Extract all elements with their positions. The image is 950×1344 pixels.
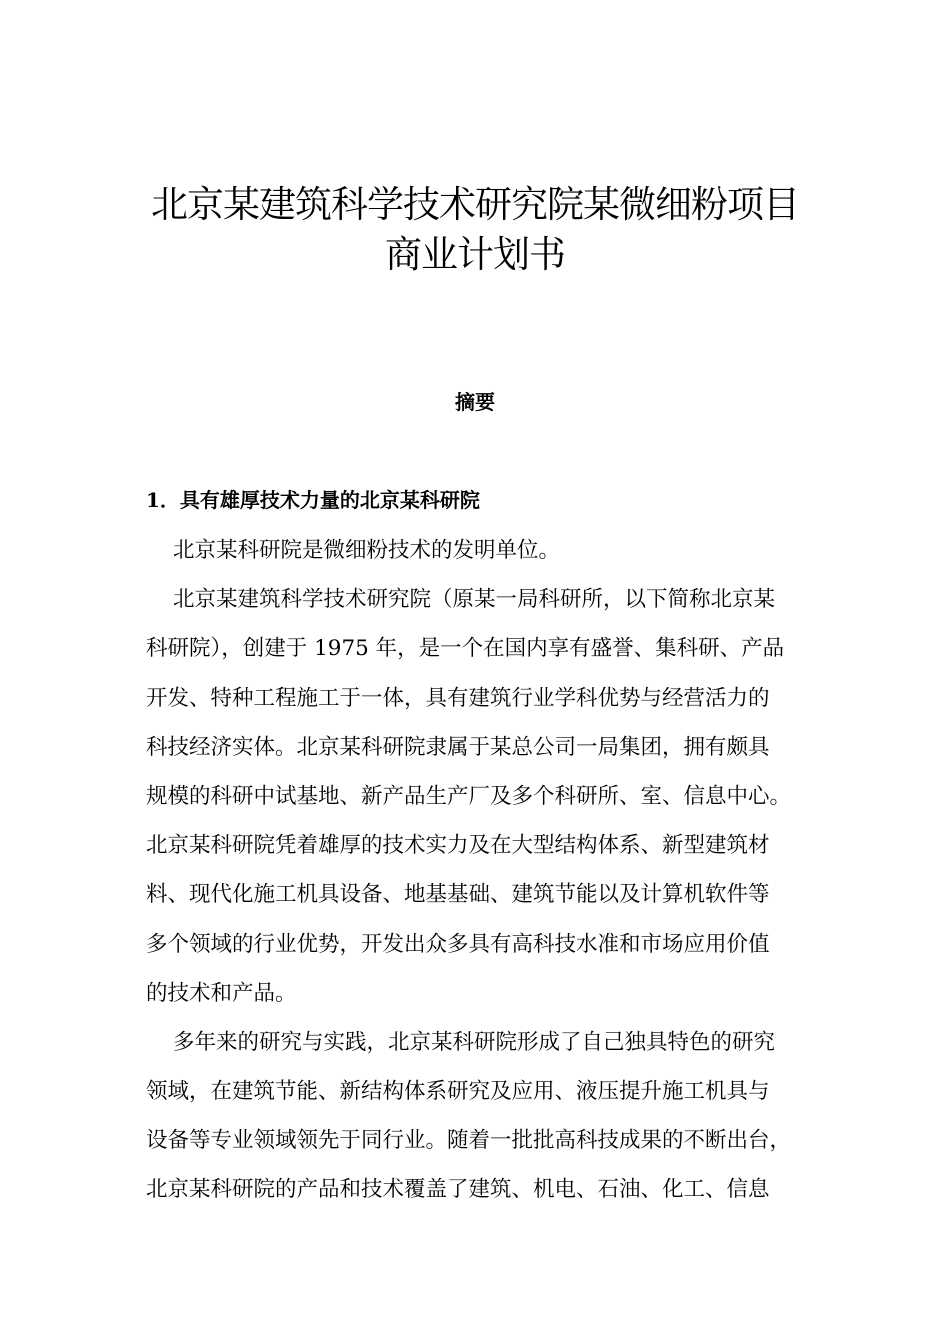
paragraph-line: 料、现代化施工机具设备、地基基础、建筑节能以及计算机软件等 (146, 882, 770, 908)
paragraph-line: 北京某科研院凭着雄厚的技术实力及在大型结构体系、新型建筑材 (146, 833, 770, 859)
paragraph-line: 领域，在建筑节能、新结构体系研究及应用、液压提升施工机具与 (146, 1079, 770, 1105)
document-title-line-1: 北京某建筑科学技术研究院某微细粉项目 (151, 183, 799, 226)
paragraph-line: 的技术和产品。 (146, 980, 297, 1006)
section-1-heading: 1．具有雄厚技术力量的北京某科研院 (146, 488, 480, 512)
paragraph-line: 科研院），创建于 1975 年，是一个在国内享有盛誉、集科研、产品 (146, 636, 785, 662)
paragraph-line: 开发、特种工程施工于一体，具有建筑行业学科优势与经营活力的 (146, 685, 770, 711)
paragraph-line: 多个领域的行业优势，开发出众多具有高科技水准和市场应用价值 (146, 931, 770, 957)
abstract-heading: 摘要 (455, 390, 495, 414)
paragraph-line: 多年来的研究与实践，北京某科研院形成了自己独具特色的研究 (173, 1029, 776, 1055)
paragraph-line: 规模的科研中试基地、新产品生产厂及多个科研所、室、信息中心。 (146, 783, 792, 809)
paragraph-line: 科技经济实体。北京某科研院隶属于某总公司一局集团，拥有颇具 (146, 734, 770, 760)
paragraph-line: 北京某科研院是微细粉技术的发明单位。 (173, 538, 561, 563)
paragraph-line: 北京某科研院的产品和技术覆盖了建筑、机电、石油、化工、信息 (146, 1177, 770, 1203)
section-1-body (146, 536, 836, 1225)
document-title-line-2: 商业计划书 (385, 233, 565, 276)
paragraph-line: 设备等专业领域领先于同行业。随着一批批高科技成果的不断出台， (146, 1128, 792, 1154)
paragraph-line: 北京某建筑科学技术研究院（原某一局科研所，以下简称北京某 (173, 587, 776, 613)
